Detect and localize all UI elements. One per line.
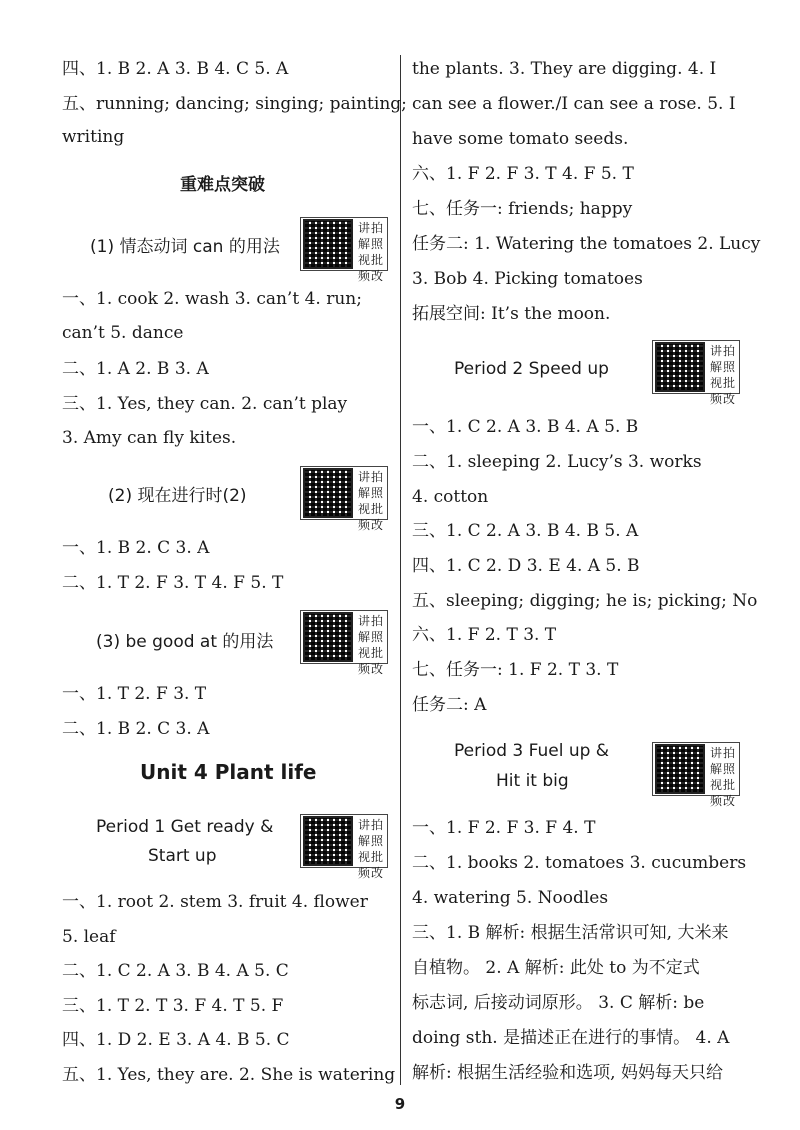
- answer-line: 一、1. root 2. stem 3. fruit 4. flower: [62, 892, 368, 912]
- qr-label: 讲拍解照视批频改: [357, 470, 384, 532]
- answer-line: 五、sleeping; digging; he is; picking; No: [412, 591, 758, 611]
- qr-label: 讲拍解照视批频改: [357, 614, 384, 676]
- answer-line: 四、1. D 2. E 3. A 4. B 5. C: [62, 1030, 290, 1050]
- qr-code-icon: [655, 744, 705, 794]
- answer-line: 一、1. T 2. F 3. T: [62, 684, 207, 704]
- answer-line: 任务二: A: [412, 695, 487, 715]
- answer-line: 二、1. A 2. B 3. A: [62, 359, 209, 379]
- answer-line: the plants. 3. They are digging. 4. I: [412, 59, 717, 79]
- answer-line: have some tomato seeds.: [412, 129, 629, 149]
- qr-code-icon: [655, 342, 705, 392]
- qr-code-box[interactable]: [300, 610, 388, 676]
- answer-line: 三、1. T 2. T 3. F 4. T 5. F: [62, 996, 284, 1016]
- answer-line: 解析: 根据生活经验和选项, 妈妈每天只给: [412, 1063, 723, 1083]
- answer-line: 一、1. C 2. A 3. B 4. A 5. B: [412, 417, 639, 437]
- answer-line: 3. Bob 4. Picking tomatoes: [412, 269, 643, 289]
- qr-code-icon: [303, 612, 353, 662]
- qr-code-box[interactable]: [652, 742, 740, 808]
- answer-line: 二、1. C 2. A 3. B 4. A 5. C: [62, 961, 289, 981]
- period-title: Period 2 Speed up: [454, 359, 609, 379]
- answer-line: 二、1. sleeping 2. Lucy’s 3. works: [412, 452, 702, 472]
- answer-line: 一、1. cook 2. wash 3. can’t 4. run;: [62, 289, 362, 309]
- section-heading: 重难点突破: [180, 175, 265, 195]
- answer-line: 自植物。 2. A 解析: 此处 to 为不定式: [412, 958, 700, 978]
- answer-line: 三、1. B 解析: 根据生活常识可知, 大米来: [412, 923, 729, 943]
- answer-line: 4. cotton: [412, 487, 489, 507]
- answer-line: 4. watering 5. Noodles: [412, 888, 609, 908]
- answer-line: 四、1. B 2. A 3. B 4. C 5. A: [62, 59, 289, 79]
- answer-line: writing: [62, 127, 125, 147]
- answer-line: can’t 5. dance: [62, 323, 184, 343]
- page-number: 9: [394, 1095, 406, 1113]
- qr-code-icon: [303, 219, 353, 269]
- column-divider: [400, 55, 401, 1085]
- period-title: Period 3 Fuel up &: [454, 741, 610, 761]
- answer-line: 三、1. Yes, they can. 2. can’t play: [62, 394, 348, 414]
- answer-line: 六、1. F 2. T 3. T: [412, 625, 557, 645]
- answer-line: 五、1. Yes, they are. 2. She is watering: [62, 1065, 396, 1085]
- section-title: (1) 情态动词 can 的用法: [90, 237, 280, 257]
- answer-line: 七、任务一: friends; happy: [412, 199, 633, 219]
- answer-line: 拓展空间: It’s the moon.: [412, 304, 611, 324]
- section-title: (3) be good at 的用法: [96, 632, 274, 652]
- qr-label: 讲拍解照视批频改: [357, 221, 384, 283]
- section-title: (2) 现在进行时(2): [108, 486, 247, 506]
- qr-code-box[interactable]: [300, 217, 388, 283]
- answer-line: 二、1. T 2. F 3. T 4. F 5. T: [62, 573, 284, 593]
- answer-line: 四、1. C 2. D 3. E 4. A 5. B: [412, 556, 640, 576]
- qr-code-icon: [303, 468, 353, 518]
- unit-title: Unit 4 Plant life: [140, 760, 317, 784]
- qr-code-box[interactable]: [300, 814, 388, 880]
- answer-line: 七、任务一: 1. F 2. T 3. T: [412, 660, 619, 680]
- answer-line: 二、1. B 2. C 3. A: [62, 719, 210, 739]
- period-title: Hit it big: [496, 771, 569, 791]
- period-title: Period 1 Get ready &: [96, 817, 274, 837]
- answer-line: 5. leaf: [62, 927, 116, 947]
- answer-line: 三、1. C 2. A 3. B 4. B 5. A: [412, 521, 639, 541]
- qr-code-box[interactable]: [300, 466, 388, 532]
- qr-label: 讲拍解照视批频改: [709, 344, 736, 406]
- answer-line: 一、1. B 2. C 3. A: [62, 538, 210, 558]
- qr-label: 讲拍解照视批频改: [357, 818, 384, 880]
- answer-line: 3. Amy can fly kites.: [62, 428, 237, 448]
- qr-label: 讲拍解照视批频改: [709, 746, 736, 808]
- answer-line: 六、1. F 2. F 3. T 4. F 5. T: [412, 164, 634, 184]
- answer-line: 二、1. books 2. tomatoes 3. cucumbers: [412, 853, 747, 873]
- answer-line: 五、running; dancing; singing; painting;: [62, 94, 407, 114]
- period-title: Start up: [148, 846, 217, 866]
- answer-line: 标志词, 后接动词原形。 3. C 解析: be: [412, 993, 705, 1013]
- answer-line: 一、1. F 2. F 3. F 4. T: [412, 818, 596, 838]
- qr-code-box[interactable]: [652, 340, 740, 406]
- answer-line: can see a flower./I can see a rose. 5. I: [412, 94, 736, 114]
- answer-line: doing sth. 是描述正在进行的事情。 4. A: [412, 1028, 730, 1048]
- qr-code-icon: [303, 816, 353, 866]
- answer-line: 任务二: 1. Watering the tomatoes 2. Lucy: [412, 234, 761, 254]
